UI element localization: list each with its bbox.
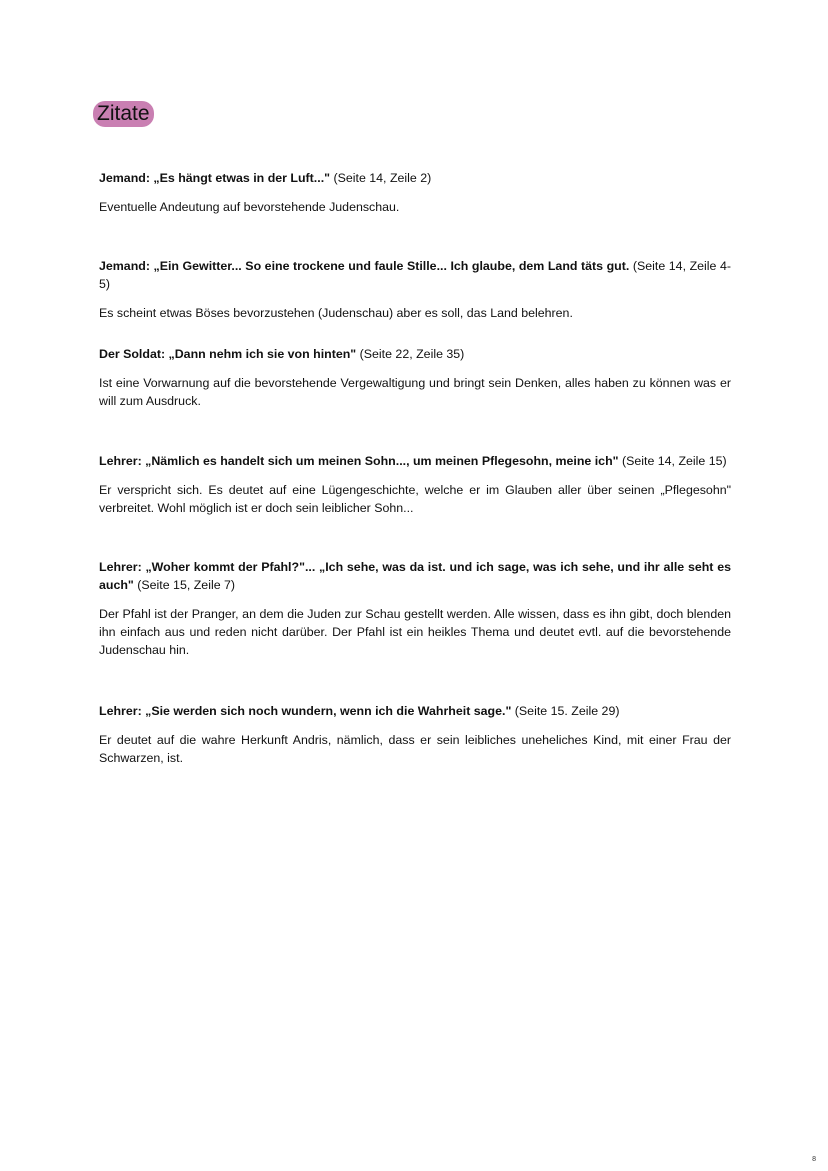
quote-reference: (Seite 15. Zeile 29) bbox=[514, 704, 620, 718]
quote-entry-2 bbox=[99, 257, 731, 322]
quote-text: Der Soldat: „Dann nehm ich sie von hinten" bbox=[99, 347, 357, 361]
quote-reference: (Seite 14, Zeile 15) bbox=[621, 454, 727, 468]
quote-text: Lehrer: „Woher kommt der Pfahl?"... „Ich sehe, was da ist. und ich sage, was ich sehe, und ihr alle seht es auch" bbox=[99, 560, 731, 592]
quote-comment: Er verspricht sich. Es deutet auf eine Lügengeschichte, welche er im Glauben aller über seinen „Pflegesohn" verbreitet. Wohl möglich ist er doch sein leiblicher Sohn... bbox=[99, 483, 731, 515]
quote-entry-4 bbox=[99, 452, 731, 517]
quote-line bbox=[99, 558, 731, 594]
quote-line bbox=[99, 169, 731, 187]
quote-line bbox=[99, 702, 731, 720]
quote-reference: (Seite 14, Zeile 2) bbox=[333, 171, 432, 185]
quote-line bbox=[99, 345, 731, 363]
quote-line bbox=[99, 257, 731, 293]
page-number: 8 bbox=[812, 1156, 816, 1163]
quote-reference: (Seite 22, Zeile 35) bbox=[359, 347, 465, 361]
quote-comment: Eventuelle Andeutung auf bevorstehende Judenschau. bbox=[99, 200, 400, 214]
page-heading: Zitate bbox=[93, 101, 154, 127]
quote-entry-6 bbox=[99, 702, 731, 767]
quote-text: Lehrer: „Nämlich es handelt sich um meinen Sohn..., um meinen Pflegesohn, meine ich" bbox=[99, 454, 619, 468]
quote-text: Jemand: „Es hängt etwas in der Luft..." bbox=[99, 171, 331, 185]
quote-reference: (Seite 14, Zeile 4-5) bbox=[99, 259, 731, 291]
quote-line bbox=[99, 452, 731, 470]
quote-comment: Ist eine Vorwarnung auf die bevorstehende Vergewaltigung und bringt sein Denken, alles haben zu können was er will zum Ausdruck. bbox=[99, 376, 731, 408]
quote-reference: (Seite 15, Zeile 7) bbox=[137, 578, 236, 592]
quote-comment: Er deutet auf die wahre Herkunft Andris, nämlich, dass er sein leibliches uneheliches Kind, mit einer Frau der Schwarzen, ist. bbox=[99, 733, 731, 765]
quote-entry-1 bbox=[99, 169, 731, 216]
quote-entry-5 bbox=[99, 558, 731, 659]
quote-text: Lehrer: „Sie werden sich noch wundern, wenn ich die Wahrheit sage." bbox=[99, 704, 512, 718]
quote-text: Jemand: „Ein Gewitter... So eine trockene und faule Stille... Ich glaube, dem Land täts gut. bbox=[99, 259, 630, 273]
quote-entry-3 bbox=[99, 345, 731, 410]
quote-comment: Es scheint etwas Böses bevorzustehen (Judenschau) aber es soll, das Land belehren. bbox=[99, 306, 573, 320]
quote-comment: Der Pfahl ist der Pranger, an dem die Juden zur Schau gestellt werden. Alle wissen, dass es ihn gibt, doch blenden ihn einfach aus und reden nicht darüber. Der Pfahl ist ein heikles Thema und deutet evtl. auf die bevorstehende Judenschau hin. bbox=[99, 607, 731, 657]
